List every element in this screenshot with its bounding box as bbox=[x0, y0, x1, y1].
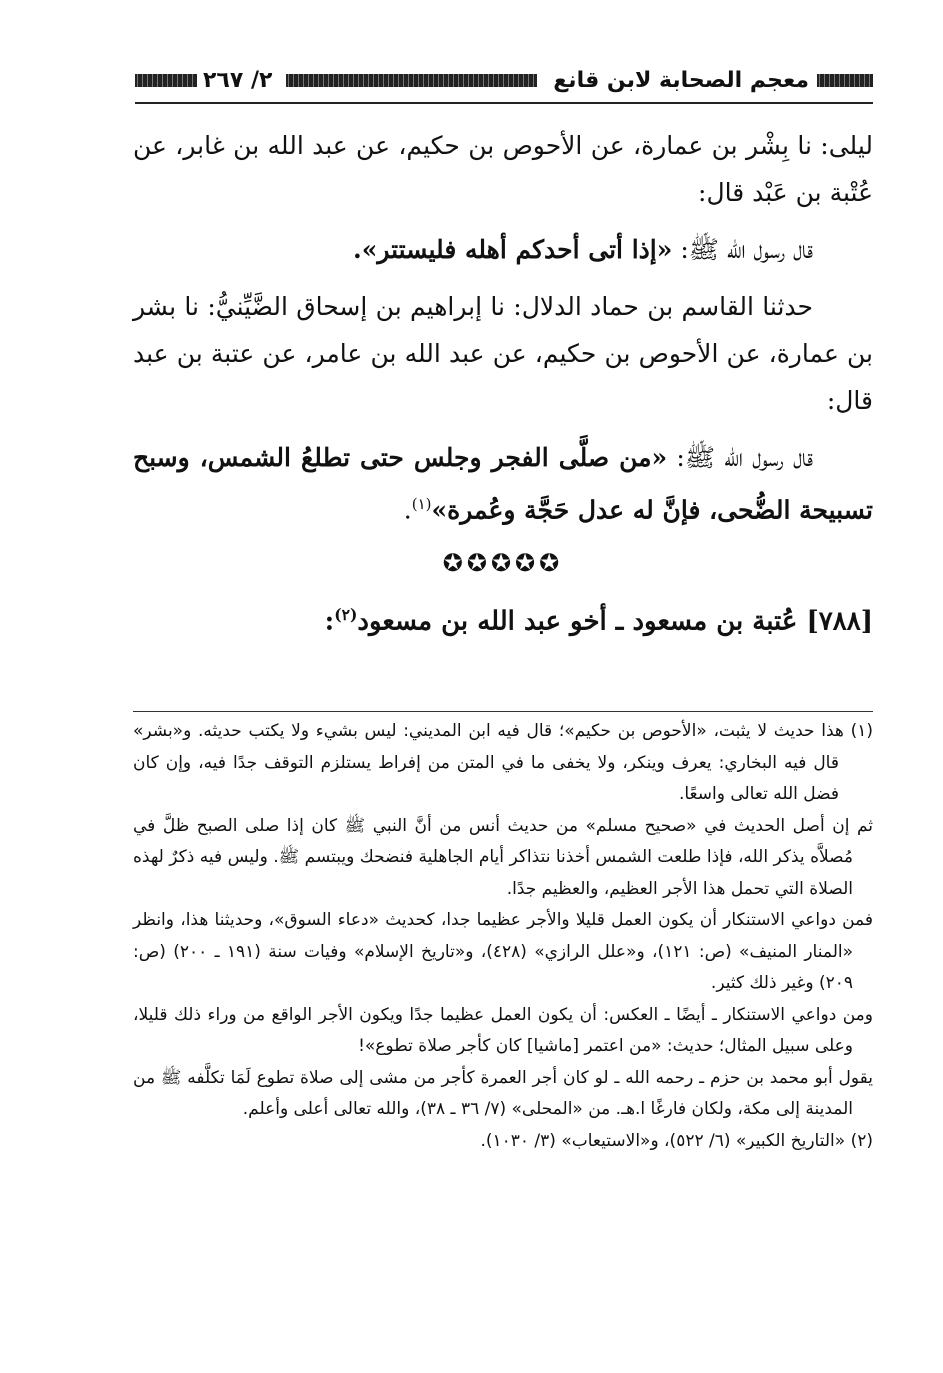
footnote-1-part-a: (١) هذا حديث لا يثبت، «الأحوص بن حكيم»؛ قال فيه ابن المديني: ليس بشيء ولا يكتب حديثه. و«بشر» قال فيه البخاري: يعرف وينكر، ولا يخفى ما في المتن من إفراط يستلزم التوقف جدًا فيه، وإن كان فضل الله تعالى واسعًا. bbox=[133, 721, 873, 804]
hadith-quote-2: «من صلَّى الفجر وجلس حتى تطلعُ الشمس، وسبح تسبيحة الضُّحى، فإنَّ له عدل حَجَّة وعُمرة» bbox=[133, 443, 873, 525]
paragraph-isnad-1: ليلى: نا بِشْر بن عمارة، عن الأحوص بن حكيم، عن عبد الله بن غابر، عن عُتْبة بن عَبْد قال: bbox=[133, 131, 873, 207]
hadith-lead-1: قال رسول الله ﷺ: bbox=[672, 235, 813, 264]
entry-colon: : bbox=[324, 606, 335, 637]
entry-title: [٧٨٨] عُتبة بن مسعود ـ أخو عبد الله بن مسعود bbox=[357, 606, 873, 637]
header-ornament-right bbox=[817, 74, 873, 87]
book-title: معجم الصحابة لابن قانع bbox=[553, 67, 809, 93]
paragraph-hadith-2 bbox=[133, 434, 873, 533]
footnote-1-part-b: ثم إن أصل الحديث في «صحيح مسلم» من حديث أنس من أنَّ النبي ﷺ كان إذا صلى الصبح ظلَّ في مُصلاَّه يذكر الله، فإذا طلعت الشمس أخذنا نتذاكر أيام الجاهلية فنضحك ويبتسم ﷺ. وليس فيه ذكرٌ لهذه الصلاة التي تحمل هذا الأجر العظيم، والعظيم جدًا. bbox=[133, 815, 873, 899]
hadith-lead-2: قال رسول الله ﷺ: bbox=[667, 443, 813, 472]
main-text bbox=[133, 122, 873, 656]
header-ornament-middle bbox=[286, 74, 537, 87]
footnote-rule bbox=[133, 711, 873, 712]
footnote-1-part-d: ومن دواعي الاستنكار ـ أيضًا ـ العكس: أن يكون العمل عظيما جدًا ويكون الأجر الواقع من وراء ذلك قليلا، وعلى سبيل المثال؛ حديث: «من اعتمر [ماشيا] كان كأجر صلاة تطوع»! bbox=[133, 1004, 873, 1056]
hadith-end-2: . bbox=[403, 495, 412, 525]
paragraph-hadith-1 bbox=[133, 226, 873, 273]
footnotes bbox=[133, 716, 873, 1157]
footnote-1-part-c: فمن دواعي الاستنكار أن يكون العمل قليلا والأجر عظيما جدا، كحديث «دعاء السوق»، وحديثنا هذا، وانظر «المنار المنيف» (ص: ١٢١)، و«علل الرازي» (٤٢٨)، و«تاريخ الإسلام» وفيات سنة (١٩١ ـ ٢٠٠) (ص: ٢٠٩) وغير ذلك كثير. bbox=[133, 910, 873, 993]
header-ornament-left bbox=[135, 74, 197, 87]
footnote-ref-2: (٢) bbox=[334, 605, 358, 625]
page-number: ٢/ ٢٦٧ bbox=[203, 67, 273, 93]
footnote-2: (٢) «التاريخ الكبير» (٦/ ٥٢٢)، و«الاستيعاب» (٣/ ١٠٣٠). bbox=[480, 1130, 873, 1151]
running-header bbox=[135, 62, 873, 98]
hadith-quote-1: «إذا أتى أحدكم أهله فليستتر». bbox=[353, 235, 673, 264]
header-rule bbox=[135, 102, 873, 104]
footnote-ref-1: (١) bbox=[411, 495, 432, 513]
paragraph-isnad-2: حدثنا القاسم بن حماد الدلال: نا إبراهيم بن إسحاق الضَّيِّنيُّ: نا بشر بن عمارة، عن الأحوص بن حكيم، عن عبد الله بن عامر، عن عتبة بن عبد قال: bbox=[133, 292, 873, 415]
entry-heading bbox=[133, 591, 873, 646]
section-separator-stars: ✪✪✪✪✪ bbox=[442, 549, 564, 578]
footnote-1-part-e: يقول أبو محمد بن حزم ـ رحمه الله ـ لو كان أجر العمرة كأجر من مشى إلى صلاة تطوع لَمَا تكلَّفه ﷺ من المدينة إلى مكة، ولكان فارغًا ا.هـ. من «المحلى» (٧/ ٣٦ ـ ٣٨)، والله تعالى أعلى وأعلم. bbox=[133, 1067, 873, 1119]
